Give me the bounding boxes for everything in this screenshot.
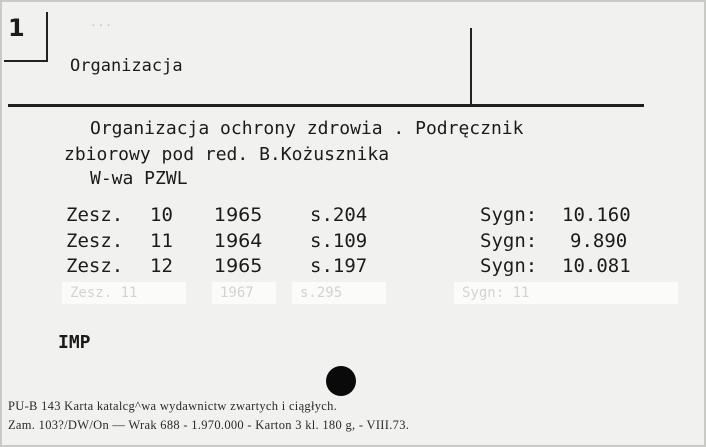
issue-year: 1965 xyxy=(214,255,263,277)
punch-hole xyxy=(326,366,356,396)
issue-label: Zesz. xyxy=(66,204,124,226)
issue-label: Zesz. xyxy=(66,230,124,252)
erased-issue-label: Zesz. 11 xyxy=(62,282,186,304)
footer-line-2: Zam. 103?/DW/On — Wrak 688 - 1.970.000 - Karton 3 kl. 180 g, - VIII.73. xyxy=(8,418,410,432)
vertical-divider xyxy=(470,28,472,104)
erased-issue-year: 1967 xyxy=(212,282,276,304)
shelfmark-label: Sygn: xyxy=(480,255,538,277)
erased-issue-pages: s.295 xyxy=(292,282,386,304)
imp-marker: IMP xyxy=(58,332,91,353)
card-number: 1 xyxy=(8,14,25,42)
issue-number: 12 xyxy=(150,255,173,277)
erased-shelfmark: Sygn: 11 xyxy=(454,282,678,304)
subject-heading: Organizacja xyxy=(70,56,183,76)
publisher-line: W-wa PZWL xyxy=(90,168,188,189)
issue-pages: s.204 xyxy=(310,204,368,226)
footer-line-1: PU-B 143 Karta katalcg^wa wydawnictw zwartych i ciągłych. xyxy=(8,399,338,413)
title-line-1: Organizacja ochrony zdrowia . Podręcznik xyxy=(90,118,524,139)
shelfmark-value: 10.081 xyxy=(562,255,631,277)
shelfmark-label: Sygn: xyxy=(480,204,538,226)
title-line-2: zbiorowy pod red. B.Kożusznika xyxy=(64,144,390,165)
shelfmark-label: Sygn: xyxy=(480,230,538,252)
issue-pages: s.109 xyxy=(310,230,368,252)
shelfmark-value: 9.890 xyxy=(570,230,628,252)
issue-year: 1964 xyxy=(214,230,263,252)
issue-pages: s.197 xyxy=(310,255,368,277)
issue-year: 1965 xyxy=(214,204,263,226)
shelfmark-value: 10.160 xyxy=(562,204,631,226)
horizontal-divider xyxy=(8,104,644,107)
issue-number: 10 xyxy=(150,204,173,226)
issue-number: 11 xyxy=(150,230,173,252)
faded-header: ... xyxy=(90,16,113,29)
issue-label: Zesz. xyxy=(66,255,124,277)
